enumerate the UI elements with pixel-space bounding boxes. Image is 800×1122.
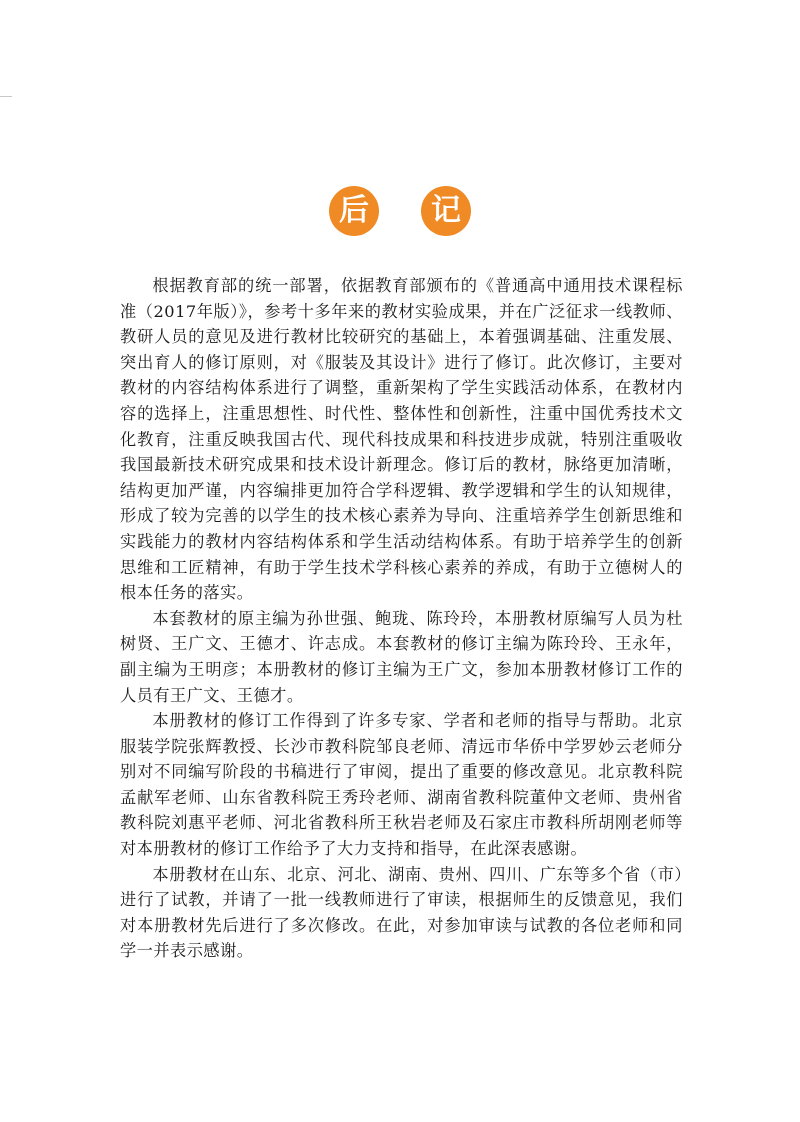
- afterword-body: [120, 273, 683, 964]
- page-title: [0, 186, 800, 236]
- paragraph-revision-overview: 根据教育部的统一部署，依据教育部颁布的《普通高中通用技术课程标准（2017年版）》，参考十多年来的教材实验成果，并在广泛征求一线教师、教研人员的意见及进行教材比较研究的基础上，本着强调基础、注重发展、突出育人的修订原则，对《服装及其设计》进行了修订。此次修订，主要对教材的内容结构体系进行了调整，重新架构了学生实践活动体系，在教材内容的选择上，注重思想性、时代性、整体性和创新性，注重中国优秀技术文化教育，注重反映我国古代、现代科技成果和科技进步成就，特别注重吸收我国最新技术研究成果和技术设计新理念。修订后的教材，脉络更加清晰，结构更加严谨，内容编排更加符合学科逻辑、教学逻辑和学生的认知规律，形成了较为完善的以学生的技术核心素养为导向、注重培养学生创新思维和实践能力的教材内容结构体系和学生活动结构体系。有助于培养学生的创新思维和工匠精神，有助于学生技术学科核心素养的养成，有助于立德树人的根本任务的落实。: [120, 276, 683, 603]
- paragraph-acknowledgements: 本册教材的修订工作得到了许多专家、学者和老师的指导与帮助。北京服装学院张辉教授、长沙市教科院邹良老师、清远市华侨中学罗妙云老师分别对不同编写阶段的书稿进行了审阅，提出了重要的修改意见。北京教科院孟献军老师、山东省教科院王秀玲老师、湖南省教科院董仲文老师、贵州省教科院刘惠平老师、河北省教科所王秋岩老师及石家庄市教科所胡刚老师等对本册教材的修订工作给予了大力支持和指导，在此深表感谢。: [120, 711, 683, 859]
- title-char-1: 后: [329, 186, 379, 236]
- paragraph-trial-teaching: 本册教材在山东、北京、河北、湖南、贵州、四川、广东等多个省（市）进行了试教，并请了一批一线教师进行了审读，根据师生的反馈意见，我们对本册教材先后进行了多次修改。在此，对参加审读与试教的各位老师和同学一并表示感谢。: [120, 864, 683, 961]
- title-char-2: 记: [421, 186, 471, 236]
- paragraph-editors: 本套教材的原主编为孙世强、鲍珑、陈玲玲，本册教材原编写人员为杜树贤、王广文、王德才、许志成。本套教材的修订主编为陈玲玲、王永年，副主编为王明彦；本册教材的修订主编为王广文，参加本册教材修订工作的人员有王广文、王德才。: [120, 608, 683, 705]
- page-edge-mark: [0, 96, 12, 97]
